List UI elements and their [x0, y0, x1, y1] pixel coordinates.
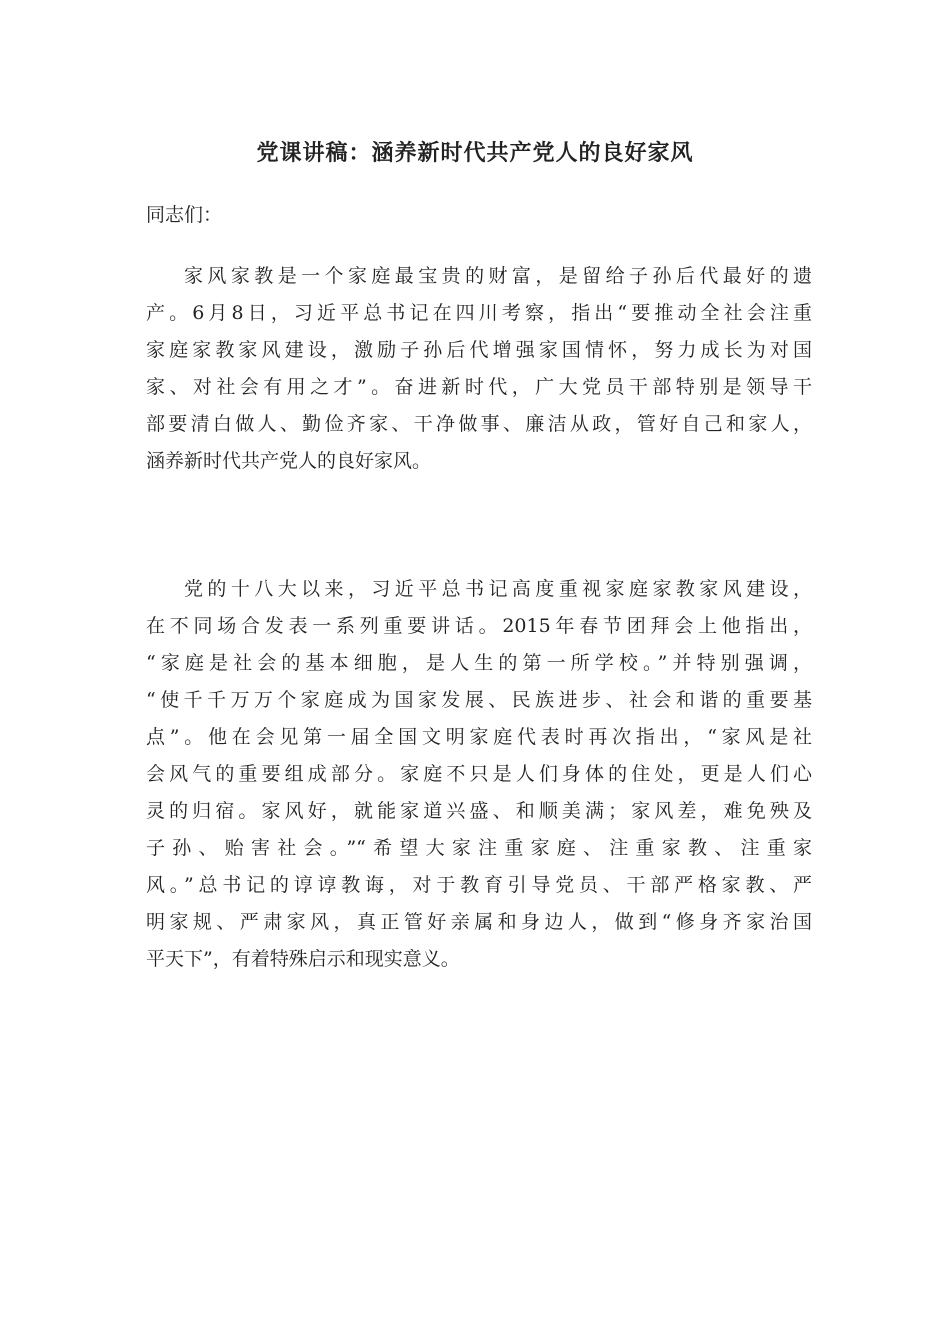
paragraph-line: 家、对社会有用之才”。奋进新时代，广大党员干部特别是领导干 [146, 376, 812, 398]
paragraph-line: 明家规、严肃家风，真正管好亲属和身边人，做到“修身齐家治国 [146, 911, 812, 933]
paragraph-line: 涵养新时代共产党人的良好家风。 [146, 450, 432, 472]
paragraph-line: 点”。他在会见第一届全国文明家庭代表时再次指出，“家风是社 [146, 726, 812, 748]
paragraph-line: 风。”总书记的谆谆教诲，对于教育引导党员、干部严格家教、严 [146, 874, 812, 896]
paragraph-line: 党的十八大以来，习近平总书记高度重视家庭家教家风建设， [184, 578, 812, 600]
paragraph-line: 家风家教是一个家庭最宝贵的财富，是留给子孙后代最好的遗 [184, 265, 812, 287]
paragraph-line: 部要清白做人、勤俭齐家、干净做事、廉洁从政，管好自己和家人， [146, 413, 812, 435]
salutation: 同志们： [146, 204, 223, 226]
paragraph-1 [146, 262, 812, 484]
paragraph-line: 平天下”，有着特殊启示和现实意义。 [146, 948, 460, 970]
document-title: 党课讲稿：涵养新时代共产党人的良好家风 [256, 140, 694, 166]
paragraph-line: 家庭家教家风建设，激励子孙后代增强家国情怀，努力成长为对国 [146, 339, 812, 361]
paragraph-line: 灵的归宿。家风好，就能家道兴盛、和顺美满；家风差，难免殃及 [146, 800, 812, 822]
paragraph-line: 会风气的重要组成部分。家庭不只是人们身体的住处，更是人们心 [146, 763, 812, 785]
paragraph-line: “家庭是社会的基本细胞，是人生的第一所学校。”并特别强调， [146, 652, 812, 674]
paragraph-line: 在不同场合发表一系列重要讲话。2015年春节团拜会上他指出， [146, 615, 812, 637]
paragraph-line: “使千千万万个家庭成为国家发展、民族进步、社会和谐的重要基 [146, 689, 812, 711]
paragraph-line: 子孙、贻害社会。”“希望大家注重家庭、注重家教、注重家 [146, 837, 812, 859]
paragraph-line: 产。6月8日，习近平总书记在四川考察，指出“要推动全社会注重 [146, 302, 812, 324]
paragraph-2 [146, 575, 812, 982]
